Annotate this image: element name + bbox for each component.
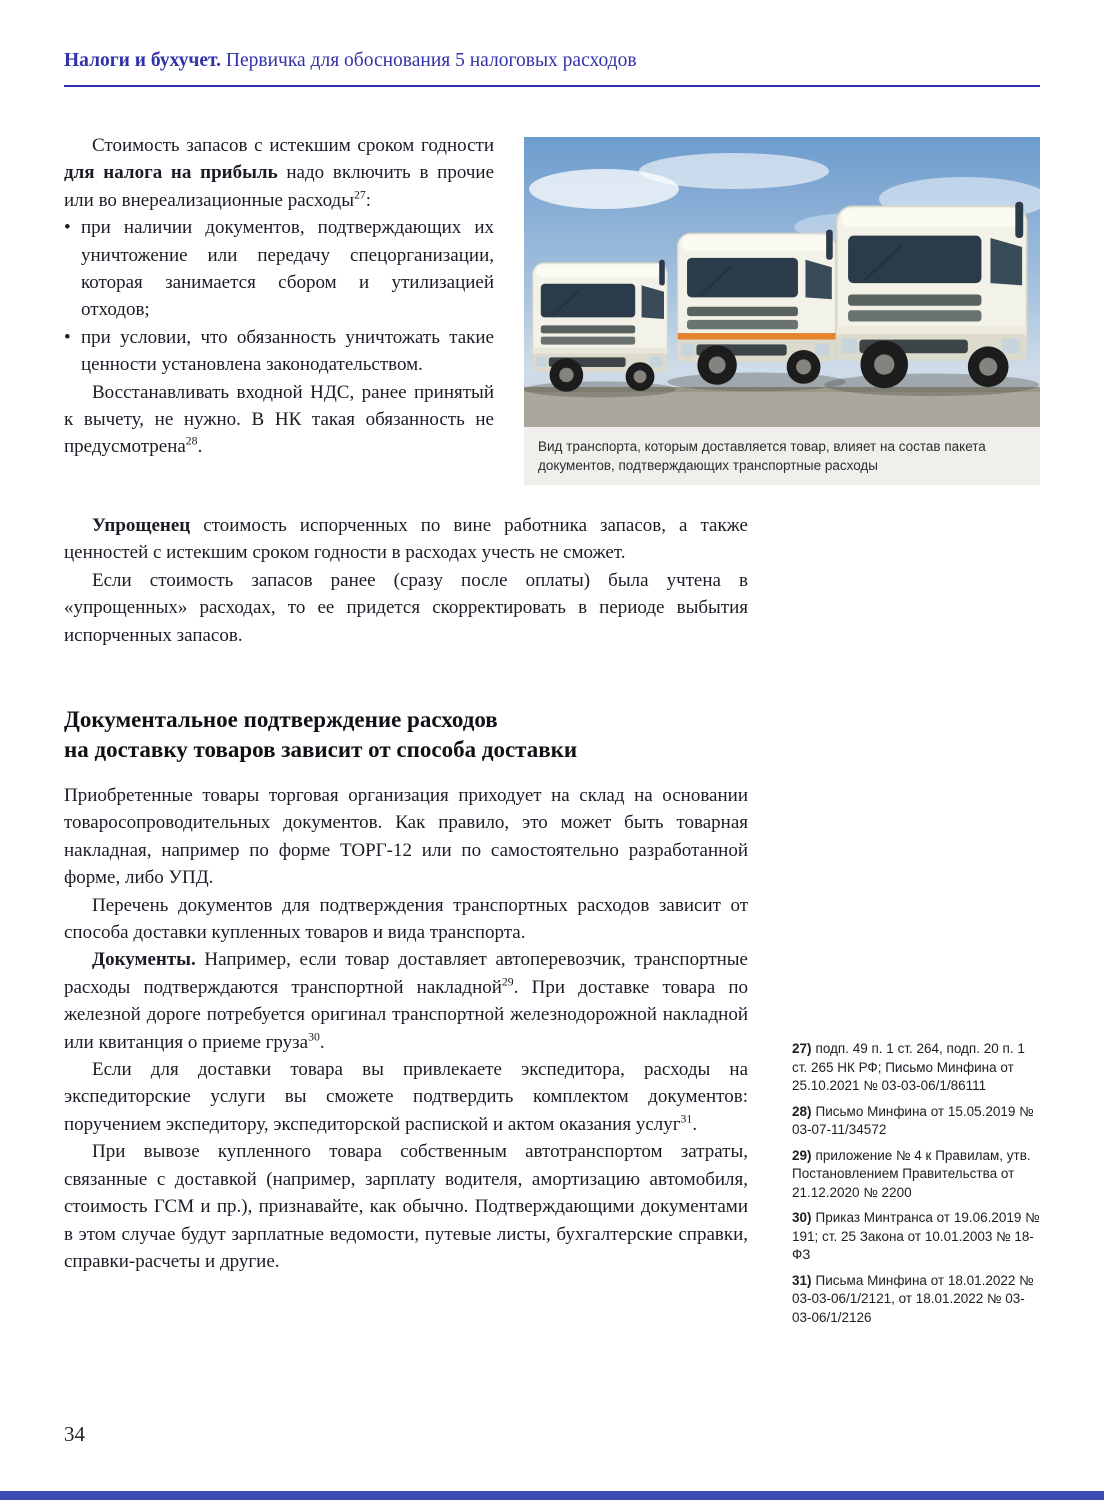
footnote-text: приложение № 4 к Правилам, утв. Постановлением Правительства от 21.12.2020 № 2200 xyxy=(792,1147,1031,1200)
paragraph-esli: Если стоимость запасов ранее (сразу после оплаты) была учтена в «упрощенных» расходах, то ее придется скорректировать в периоде выбытия испорченных запасов. xyxy=(64,569,748,646)
main-column xyxy=(64,782,748,1275)
bullet-icon: • xyxy=(64,217,71,239)
bottom-bar xyxy=(0,1491,1104,1500)
footnote-number: 30) xyxy=(792,1210,812,1225)
footnote-number: 27) xyxy=(792,1041,812,1056)
footnote-text: Письма Минфина от 18.01.2022 № 03-03-06/1/2121, от 18.01.2022 № 03-03-06/1/2126 xyxy=(792,1272,1034,1325)
footnote-text: Приказ Минтранса от 19.06.2019 № 191; ст. 25 Закона от 10.01.2003 № 18-ФЗ xyxy=(792,1210,1040,1262)
bullet-icon: • xyxy=(64,326,71,348)
photo-caption: Вид транспорта, которым доставляется товар, влияет на состав пакета документов, подтверждающих транспортные расходы xyxy=(524,427,1040,485)
article-rubric: Первичка для обоснования 5 налоговых расходов xyxy=(225,50,637,71)
footnote-31 xyxy=(792,1272,1040,1328)
footnote-28 xyxy=(792,1103,1040,1140)
bullet-text: при условии, что обязанность уничтожать такие ценности установлена законодательством. xyxy=(81,326,494,376)
footnotes-sidebar xyxy=(792,1040,1040,1334)
paragraph-5: При вывозе купленного товара собственным автотранспортом затраты, связанные с доставкой (например, зарплату водителя, амортизацию автомобиля, стоимость ГСМ и пр.), признавайте, как обычно. Подтверждающими документами в этом случае будут зарплатные ведомости, путевые листы, бухгалтерские справки, справки-расчеты и другие. xyxy=(64,1141,748,1272)
paragraph-nds: Восстанавливать входной НДС, ранее принятый к вычету, не нужно. В НК такая обязанность не предусмотрена$^{28}$. xyxy=(64,381,494,458)
page-header xyxy=(64,50,1040,72)
header-rule xyxy=(64,85,1040,87)
paragraph-1: Приобретенные товары торговая организация приходует на склад на основании товаросопроводительных документов. Как правило, это может быть товарная накладная, например по форме ТОРГ-12 или по самостоятельно разработанной форме, либо УПД. xyxy=(64,785,748,889)
section-brand: Налоги и бухучет. xyxy=(64,50,222,71)
footnote-number: 28) xyxy=(792,1103,812,1119)
footnote-29 xyxy=(792,1147,1040,1203)
page-number: 34 xyxy=(64,1422,85,1446)
footnote-number: 31) xyxy=(792,1272,812,1288)
footnote-30 xyxy=(792,1209,1040,1265)
section-heading: Документальное подтверждение расходов на доставку товаров зависит от способа доставки xyxy=(64,707,578,762)
left-column xyxy=(64,132,494,461)
paragraph-4: Если для доставки товара вы привлекаете экспедитора, расходы на экспедиторские услуги вы сможете подтвердить комплектом документов: поручением экспедитору, экспедиторской распиской и актом оказания услуг$^{31}$. xyxy=(64,1059,748,1135)
bullet-text: при наличии документов, подтверждающих их уничтожение или передачу спецорганизации, которая занимается сбором и утилизацией отходов; xyxy=(81,217,494,321)
bullet-item xyxy=(64,214,494,324)
bullet-item xyxy=(64,324,494,379)
mid-block xyxy=(64,512,748,649)
footnote-number: 29) xyxy=(792,1147,812,1163)
footnote-text: Письмо Минфина от 15.05.2019 № 03-07-11/34572 xyxy=(792,1103,1034,1137)
paragraph-intro: Стоимость запасов с истекшим сроком годности для налога на прибыль надо включить в прочие или во внереализационные расходы$^{27}$: xyxy=(64,135,494,211)
paragraph-usn: Упрощенец стоимость испорченных по вине работника запасов, а также ценностей с истекшим сроком годности в расходах учесть не сможет. xyxy=(64,515,748,564)
trucks-photo xyxy=(524,137,1040,427)
truck-illustration xyxy=(524,137,1040,427)
footnote-text: подп. 49 п. 1 ст. 264, подп. 20 п. 1 ст. 265 НК РФ; Письмо Минфина от 25.10.2021 № 03-03-06/1/86111 xyxy=(792,1041,1025,1093)
paragraph-2: Перечень документов для подтверждения транспортных расходов зависит от способа доставки купленных товаров и вида транспорта. xyxy=(64,894,748,944)
footnote-27 xyxy=(792,1040,1040,1096)
paragraph-3: Документы. Например, если товар доставляет автоперевозчик, транспортные расходы подтверждаются транспортной накладной$^{29}$. При доставке товара по железной дороге потребуется оригинал транспортной железнодорожной накладной или квитанция о приеме груза$^{30}$. xyxy=(64,949,748,1053)
